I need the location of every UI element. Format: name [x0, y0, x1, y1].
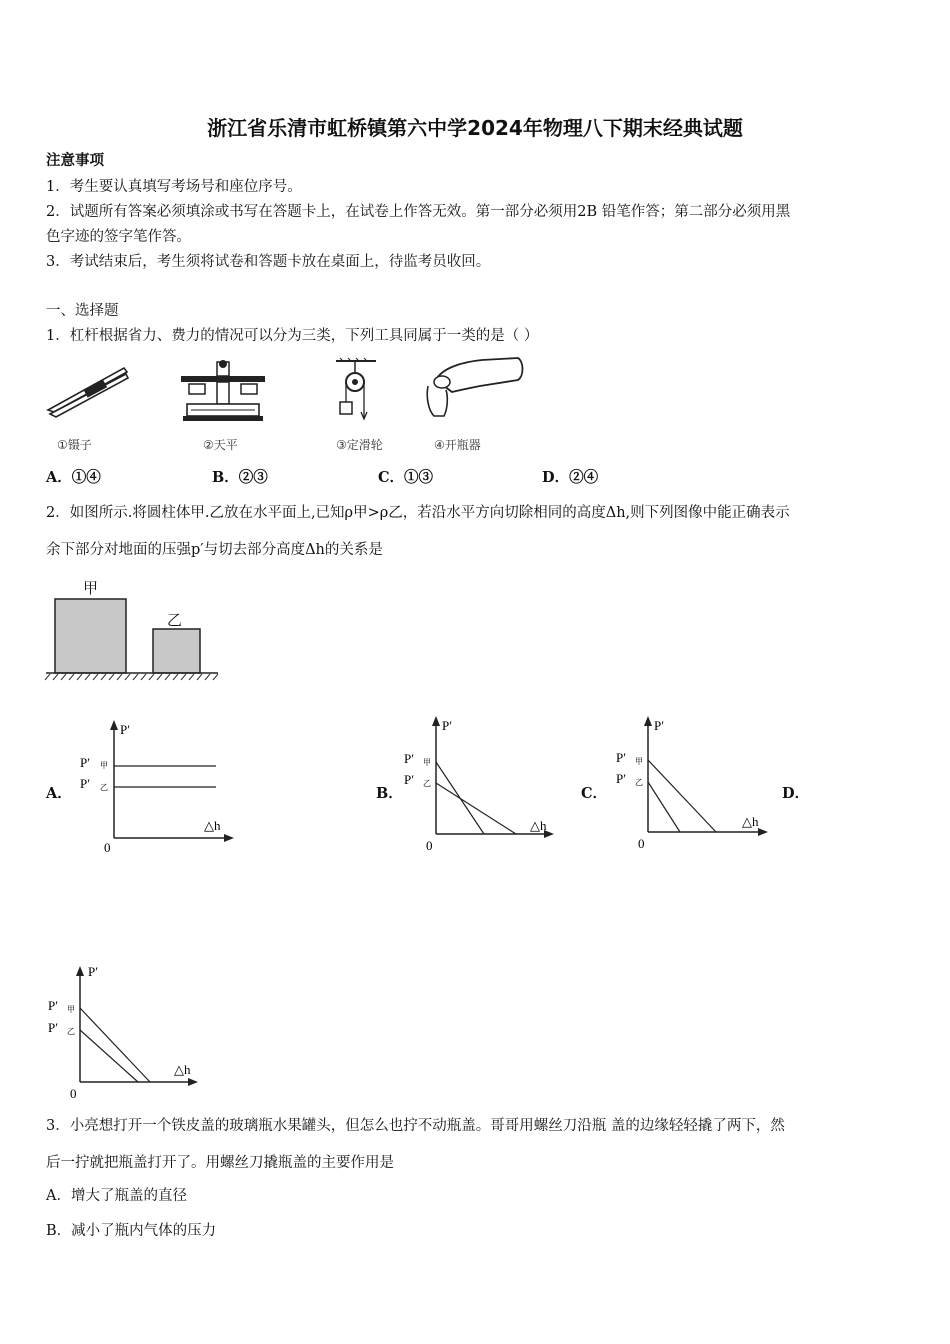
svg-text:甲: 甲 — [100, 761, 108, 770]
svg-text:甲: 甲 — [423, 758, 431, 767]
svg-text:乙: 乙 — [100, 783, 108, 792]
tool-caption-balance: ②天平 — [203, 438, 238, 452]
svg-text:0: 0 — [70, 1086, 77, 1101]
notice-item-2: 2．试题所有答案必须填涂或书写在答题卡上，在试卷上作答无效。第一部分必须用2B 铅笔作答；第二部分必须用黑 — [46, 204, 791, 220]
svg-text:△h: △h — [530, 818, 547, 833]
q2-option-a[interactable]: A． — [46, 785, 72, 802]
svg-text:P′: P′ — [616, 750, 627, 765]
label-yi: 乙 — [167, 611, 183, 629]
label-jia: 甲 — [83, 579, 99, 597]
graph-b — [400, 712, 570, 852]
svg-text:P′: P′ — [616, 771, 627, 786]
svg-text:乙: 乙 — [423, 779, 431, 788]
page-title: 浙江省乐清市虹桥镇第六中学2024年物理八下期末经典试题 — [207, 116, 743, 140]
notice-heading: 注意事项 — [46, 153, 104, 169]
notice-item-2-cont: 色字迹的签字笔作答。 — [46, 229, 191, 245]
block-jia — [55, 599, 126, 673]
svg-text:P′: P′ — [48, 1020, 59, 1035]
svg-text:甲: 甲 — [67, 1005, 75, 1014]
notice-item-3: 3．考试结束后，考生须将试卷和答题卡放在桌面上，待监考员收回。 — [46, 254, 491, 270]
svg-text:P′: P′ — [48, 998, 59, 1013]
q1-option-a[interactable]: A．①④ — [46, 469, 101, 486]
q1-option-d[interactable]: D．②④ — [542, 469, 599, 486]
tool-caption-opener: ④开瓶器 — [434, 438, 481, 452]
graph-d — [44, 960, 214, 1100]
tool-caption-tweezers: ①镊子 — [57, 438, 92, 452]
q1-stem: 1．杠杆根据省力、费力的情况可以分为三类，下列工具同属于一类的是（ ） — [46, 328, 539, 344]
q1-option-c[interactable]: C．①③ — [378, 469, 434, 486]
q1-option-b[interactable]: B．②③ — [212, 469, 268, 486]
q3-option-a[interactable]: A．增大了瓶盖的直径 — [46, 1188, 187, 1204]
graph-a-x-label: △h — [204, 818, 221, 833]
balance-icon — [177, 358, 269, 426]
q3-stem-line1: 3．小亮想打开一个铁皮盖的玻璃瓶水果罐头，但怎么也拧不动瓶盖。哥哥用螺丝刀沿瓶 盖的边缘轻轻撬了两下，然 — [46, 1118, 785, 1134]
graph-d-y-label: P′ — [88, 964, 99, 979]
svg-text:△h: △h — [174, 1062, 191, 1077]
graph-a-y-label: P′ — [120, 722, 131, 737]
svg-text:△h: △h — [742, 814, 759, 829]
svg-text:乙: 乙 — [635, 778, 643, 787]
tool-caption-pulley: ③定滑轮 — [336, 438, 383, 452]
pulley-icon — [334, 358, 378, 424]
graph-a — [76, 716, 246, 856]
svg-text:甲: 甲 — [635, 757, 643, 766]
bottle-opener-icon — [422, 356, 526, 420]
q2-option-b[interactable]: B． — [376, 785, 403, 802]
q2-option-c[interactable]: C． — [581, 785, 608, 802]
graph-a-p-yi: P′ — [80, 776, 91, 791]
graph-c-y-label: P′ — [654, 718, 665, 733]
section-heading: 一、选择题 — [46, 303, 119, 319]
notice-item-1: 1．考生要认真填写考场号和座位序号。 — [46, 179, 302, 195]
graph-c — [612, 712, 782, 852]
tweezers-icon — [44, 364, 130, 424]
q2-option-d[interactable]: D． — [782, 785, 810, 802]
svg-text:0: 0 — [426, 838, 433, 853]
svg-text:乙: 乙 — [67, 1027, 75, 1036]
graph-a-p-jia: P′ — [80, 755, 91, 770]
svg-text:P′: P′ — [404, 772, 415, 787]
block-yi — [153, 629, 200, 673]
q3-option-b[interactable]: B．减小了瓶内气体的压力 — [46, 1223, 217, 1239]
graph-b-y-label: P′ — [442, 718, 453, 733]
q3-stem-line2: 后一拧就把瓶盖打开了。用螺丝刀撬瓶盖的主要作用是 — [46, 1155, 394, 1171]
q2-stem-line2: 余下部分对地面的压强p′与切去部分高度Δh的关系是 — [46, 542, 383, 558]
svg-text:P′: P′ — [404, 751, 415, 766]
graph-a-origin: 0 — [104, 840, 111, 855]
cylinders-figure — [44, 576, 224, 686]
svg-text:0: 0 — [638, 836, 645, 851]
q2-stem-line1: 2．如图所示.将圆柱体甲.乙放在水平面上,已知ρ甲>ρ乙，若沿水平方向切除相同的高度Δh,则下列图像中能正确表示 — [46, 505, 790, 521]
